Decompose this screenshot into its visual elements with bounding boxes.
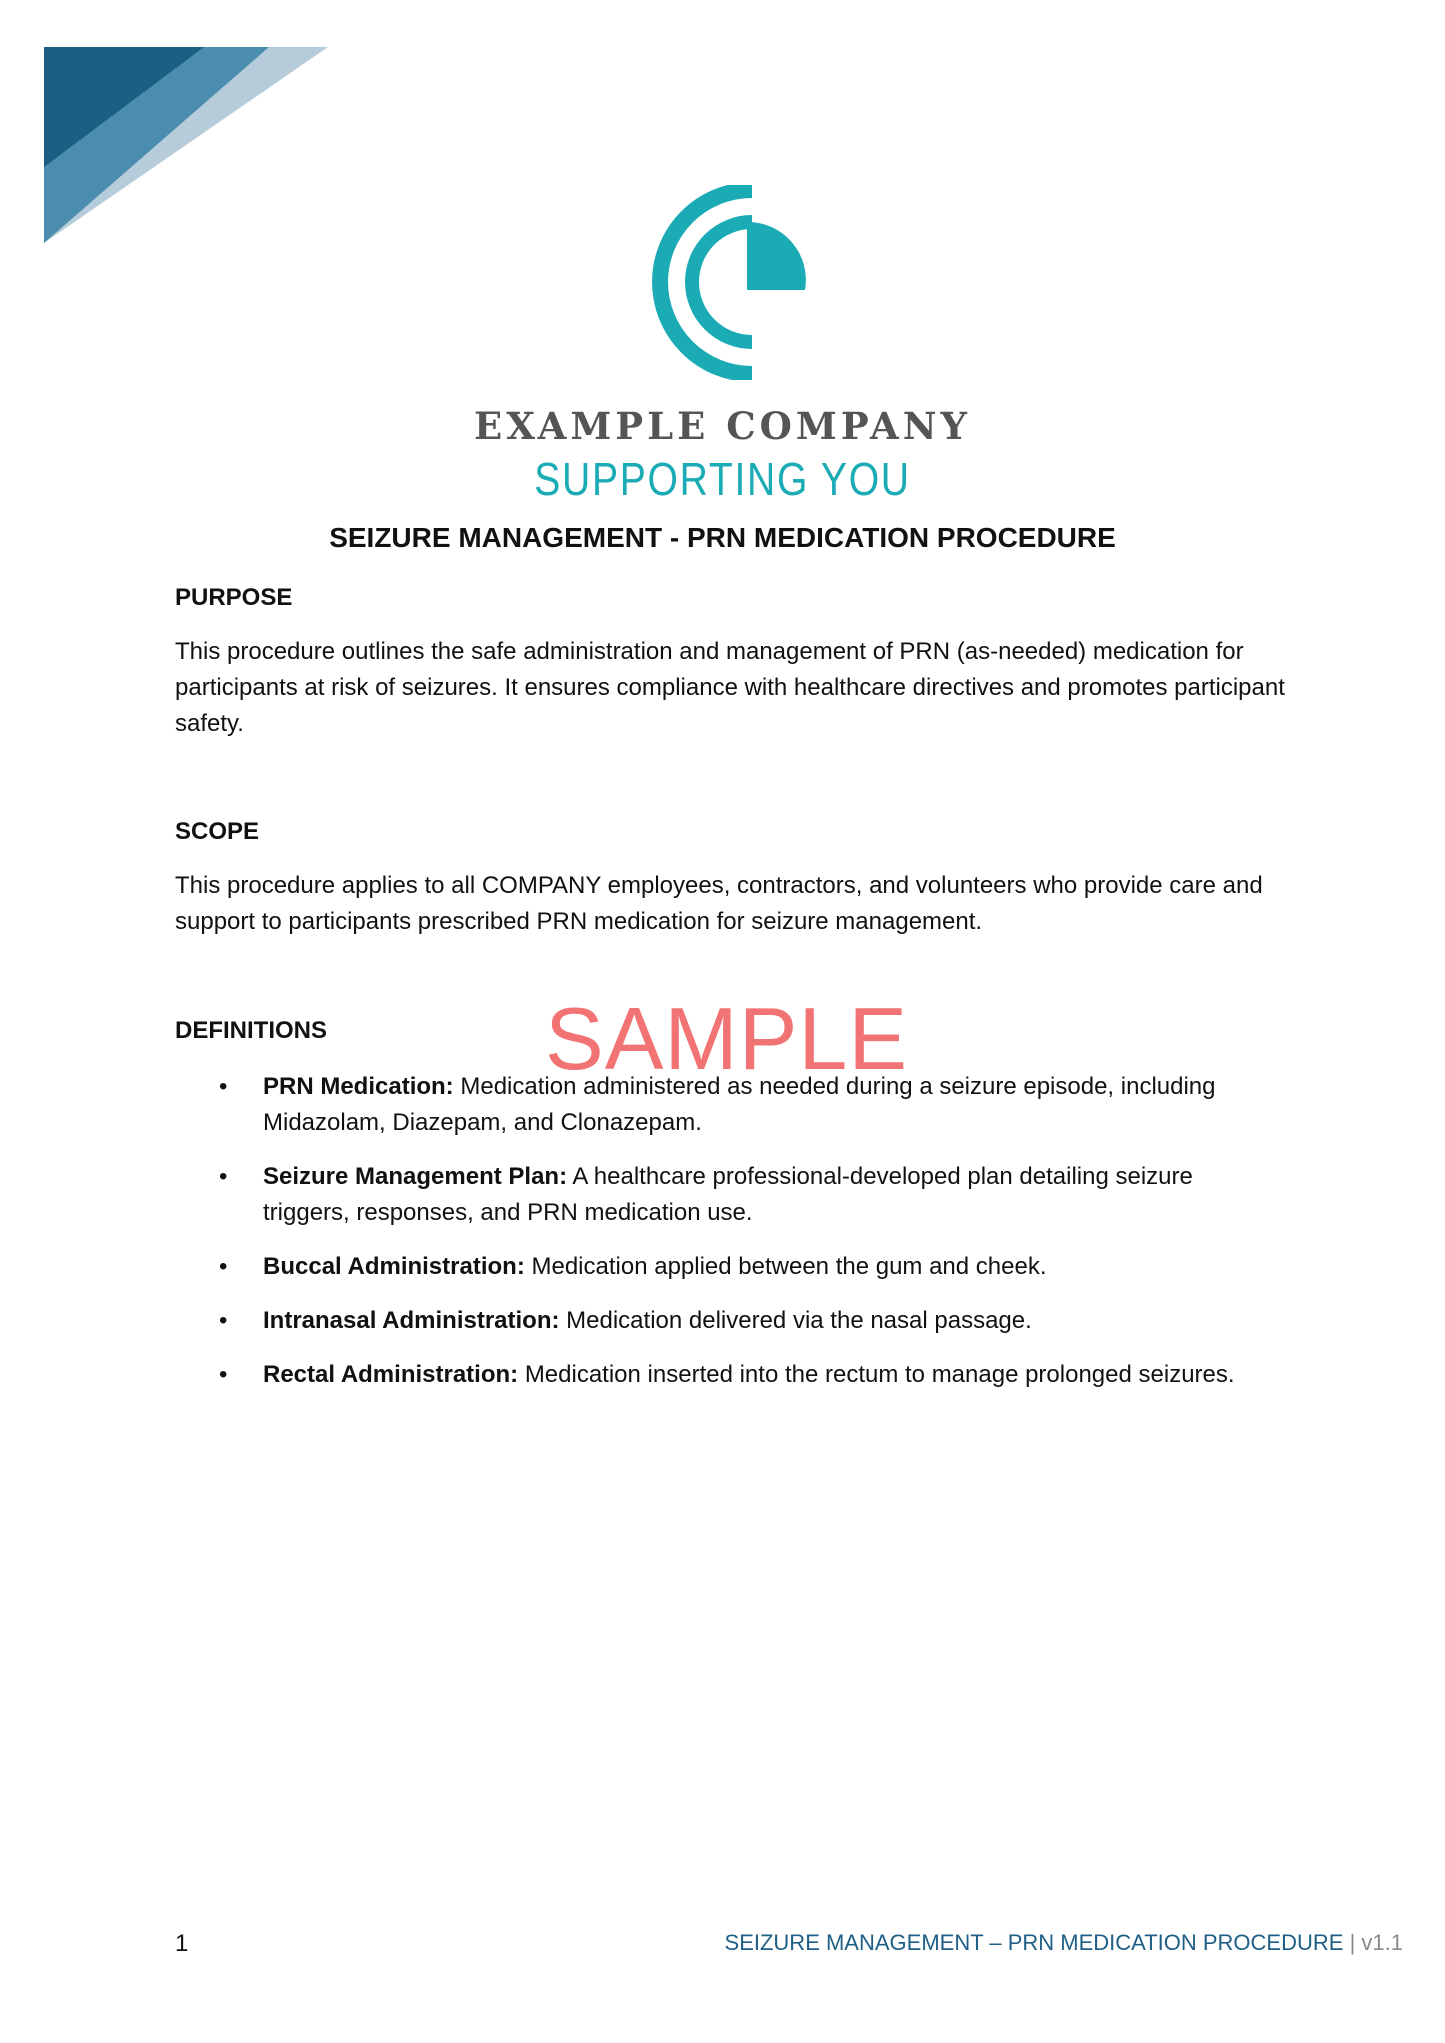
section-body-purpose: This procedure outlines the safe administration and management of PRN (as-needed) medication for participants at risk of seizures. It ensures compliance with healthcare directives and promotes participant safety. xyxy=(175,638,1285,737)
definition-text: A healthcare professional-developed plan detailing seizure triggers, responses, and PRN medication use. xyxy=(263,1163,1193,1226)
footer-version: v1.1 xyxy=(1361,1930,1403,1955)
document-title: SEIZURE MANAGEMENT - PRN MEDICATION PROCEDURE xyxy=(329,522,1116,553)
definition-term: Seizure Management Plan: xyxy=(263,1163,568,1190)
footer-separator: | xyxy=(1349,1930,1356,1955)
definition-term: Buccal Administration: xyxy=(263,1253,525,1280)
company-tagline: SUPPORTING YOU xyxy=(534,453,911,505)
list-item xyxy=(175,1249,1285,1285)
section-heading-scope: SCOPE xyxy=(175,818,260,845)
definition-text: Medication applied between the gum and cheek. xyxy=(531,1253,1047,1280)
company-logo-icon xyxy=(640,185,810,380)
list-item xyxy=(175,1159,1285,1231)
list-item xyxy=(175,1357,1285,1393)
definition-term: Rectal Administration: xyxy=(263,1361,519,1388)
bullet-icon: • xyxy=(219,1307,228,1334)
bullet-icon: • xyxy=(219,1073,228,1100)
bullet-icon: • xyxy=(219,1361,228,1388)
definitions-list xyxy=(175,1069,1285,1411)
section-heading-definitions: DEFINITIONS xyxy=(175,1017,328,1044)
definition-text: Medication delivered via the nasal passage. xyxy=(566,1307,1032,1334)
page-number: 1 xyxy=(175,1930,189,1957)
list-item xyxy=(175,1303,1285,1339)
sample-watermark: SAMPLE xyxy=(545,989,909,1088)
section-body-scope: This procedure applies to all COMPANY employees, contractors, and volunteers who provide care and support to participants prescribed PRN medication for seizure management. xyxy=(175,872,1263,935)
definition-term: Intranasal Administration: xyxy=(263,1307,560,1334)
company-name: EXAMPLE COMPANY xyxy=(474,404,971,448)
definition-text: Medication administered as needed during a seizure episode, including Midazolam, Diazepam, and Clonazepam. xyxy=(263,1073,1216,1136)
footer-title: SEIZURE MANAGEMENT – PRN MEDICATION PROCEDURE xyxy=(724,1930,1344,1955)
bullet-icon: • xyxy=(219,1163,228,1190)
footer-label xyxy=(725,1930,1403,1956)
section-heading-purpose: PURPOSE xyxy=(175,584,293,611)
definition-term: PRN Medication: xyxy=(263,1073,454,1100)
bullet-icon: • xyxy=(219,1253,228,1280)
corner-decoration xyxy=(44,47,328,243)
definition-text: Medication inserted into the rectum to manage prolonged seizures. xyxy=(524,1361,1235,1388)
